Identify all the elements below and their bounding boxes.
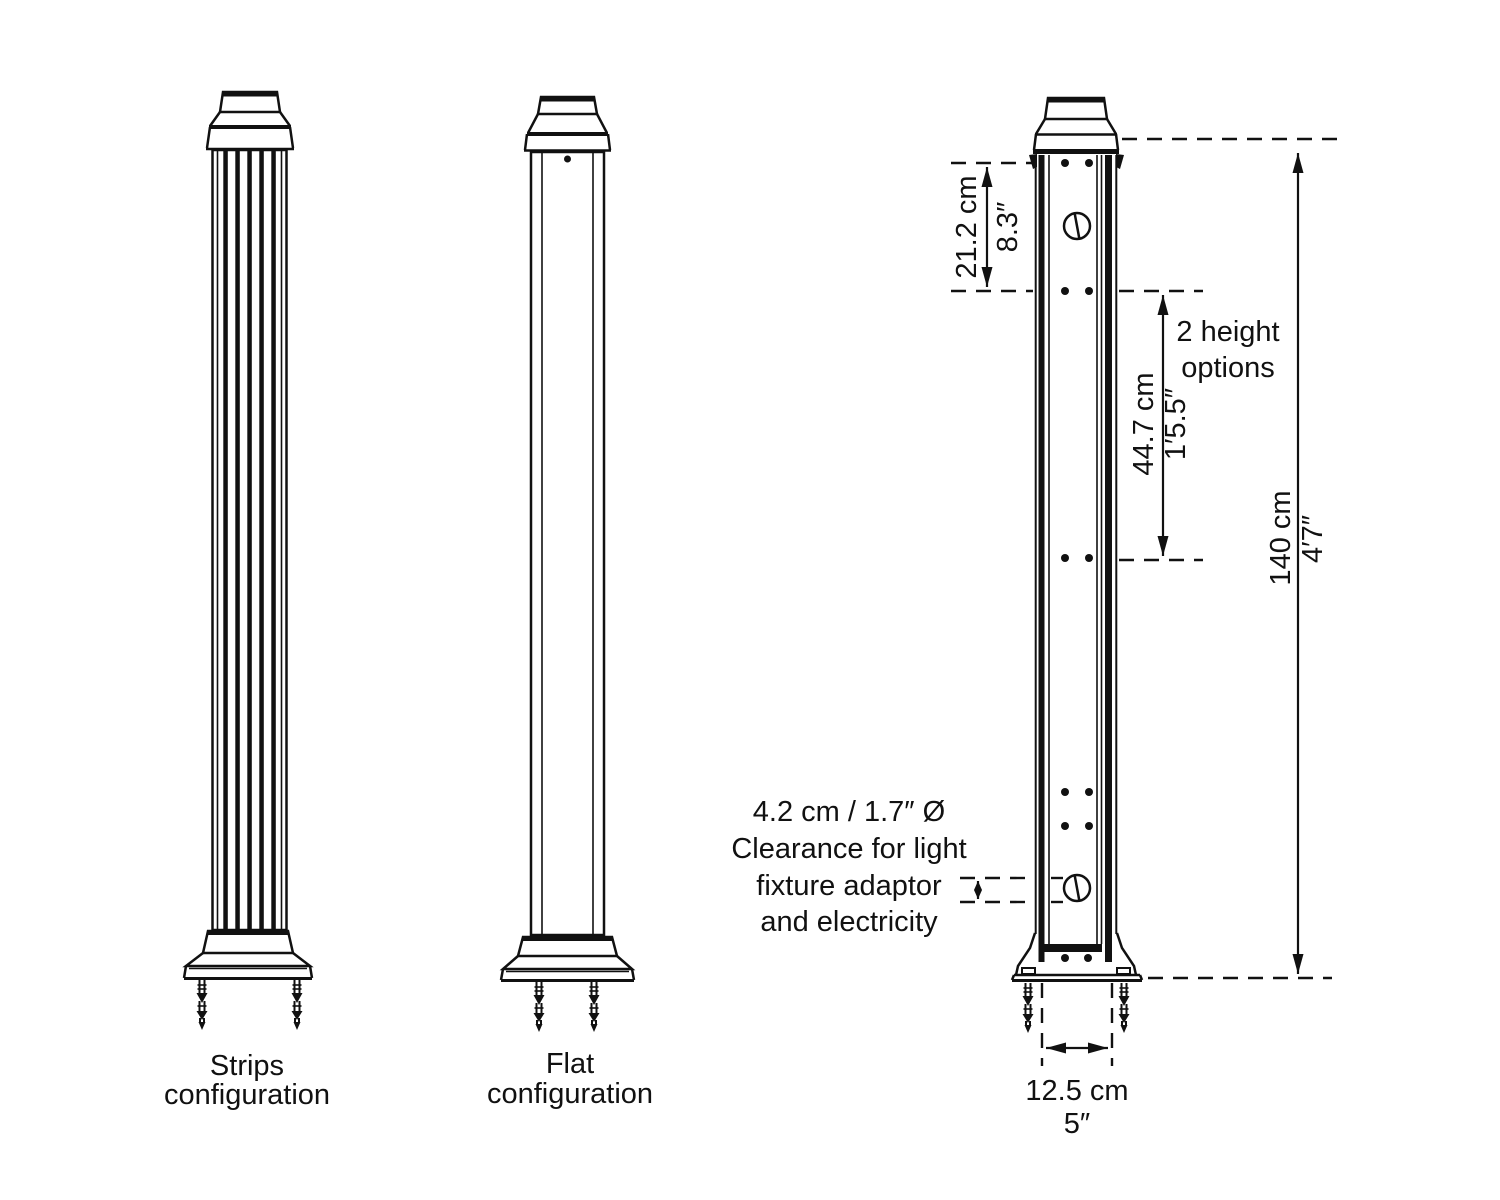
dim-anchor-bolts xyxy=(1023,983,1130,1033)
dim-base xyxy=(1012,933,1142,981)
label-clearance-line4: and electricity xyxy=(760,906,938,938)
label-base-metric: 12.5 cm xyxy=(1025,1075,1129,1107)
label-sec1-imperial: 8.3″ xyxy=(992,201,1024,253)
label-flat-line2: configuration xyxy=(486,1078,654,1110)
screw-holes xyxy=(1061,159,1093,830)
label-clearance-line1: 4.2 cm / 1.7″ Ø xyxy=(752,796,946,828)
label-total-metric: 140 cm xyxy=(1265,490,1297,586)
flat-base xyxy=(501,937,634,981)
strips-anchor-bolts xyxy=(197,980,303,1030)
flat-top-screw-dot xyxy=(564,156,571,163)
label-sec1-metric: 21.2 cm xyxy=(951,175,983,279)
label-base-imperial: 5″ xyxy=(1063,1108,1091,1140)
flat-anchor-bolts xyxy=(534,982,600,1032)
adaptor-hole-bottom xyxy=(1064,875,1090,902)
label-height-options-line1: 2 height xyxy=(1176,316,1280,348)
flat-column-drawing xyxy=(501,97,634,1032)
strips-base xyxy=(184,931,312,979)
strips-column-drawing xyxy=(184,92,312,1030)
strips-cap xyxy=(206,92,294,149)
dim-shaft xyxy=(1036,155,1117,962)
label-total-imperial: 4′7″ xyxy=(1297,515,1329,563)
label-strips-line1: Strips xyxy=(209,1050,285,1082)
adaptor-hole-top xyxy=(1064,213,1090,240)
text-labels xyxy=(164,175,1329,1140)
label-clearance-line3: fixture adaptor xyxy=(756,870,942,902)
label-sec2-imperial: 1′5.5″ xyxy=(1160,387,1192,461)
dimensioned-column-drawing xyxy=(1012,98,1142,1033)
label-clearance-line2: Clearance for light xyxy=(731,833,967,865)
label-height-options-line2: options xyxy=(1181,352,1275,384)
base-crossbar xyxy=(1040,944,1102,952)
dimension-lines xyxy=(951,139,1338,1066)
label-flat-line1: Flat xyxy=(545,1048,595,1080)
flat-cap xyxy=(524,97,611,151)
label-sec2-metric: 44.7 cm xyxy=(1128,372,1160,476)
label-strips-line2: configuration xyxy=(163,1079,331,1111)
strips-shaft xyxy=(213,150,287,930)
flat-shaft xyxy=(531,152,604,935)
